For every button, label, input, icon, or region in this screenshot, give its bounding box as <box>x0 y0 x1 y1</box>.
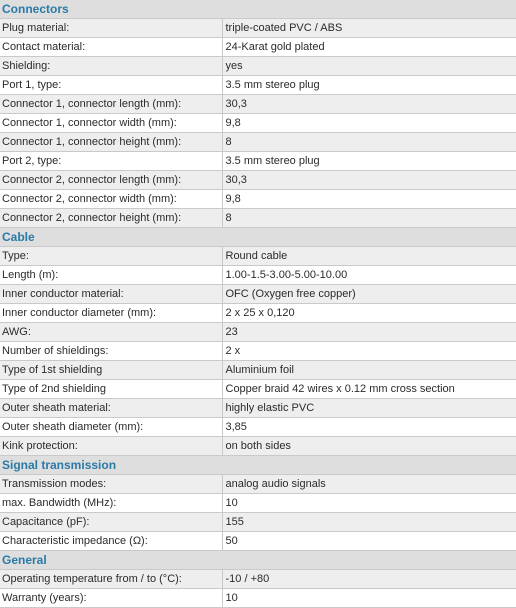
spec-label: Contact material: <box>0 38 222 57</box>
spec-value: 9,8 <box>222 114 516 133</box>
spec-row <box>0 190 516 209</box>
spec-label: Inner conductor material: <box>0 285 222 304</box>
spec-value: Round cable <box>222 247 516 266</box>
spec-row <box>0 437 516 456</box>
spec-row <box>0 475 516 494</box>
spec-row <box>0 494 516 513</box>
spec-label: Type of 1st shielding <box>0 361 222 380</box>
section-header <box>0 456 516 475</box>
spec-value: 8 <box>222 209 516 228</box>
spec-label: Type of 2nd shielding <box>0 380 222 399</box>
spec-label: Shielding: <box>0 57 222 76</box>
spec-value: OFC (Oxygen free copper) <box>222 285 516 304</box>
spec-row <box>0 95 516 114</box>
spec-label: Number of shieldings: <box>0 342 222 361</box>
spec-value: 8 <box>222 133 516 152</box>
spec-value: on both sides <box>222 437 516 456</box>
spec-row <box>0 304 516 323</box>
spec-label: Connector 1, connector height (mm): <box>0 133 222 152</box>
spec-value: 3.5 mm stereo plug <box>222 152 516 171</box>
spec-value: 1.00-1.5-3.00-5.00-10.00 <box>222 266 516 285</box>
spec-row <box>0 19 516 38</box>
spec-value: 3,85 <box>222 418 516 437</box>
spec-row <box>0 114 516 133</box>
spec-label: Connector 2, connector length (mm): <box>0 171 222 190</box>
spec-value: 3.5 mm stereo plug <box>222 76 516 95</box>
spec-label: Characteristic impedance (Ω): <box>0 532 222 551</box>
spec-row <box>0 361 516 380</box>
spec-value: 30,3 <box>222 171 516 190</box>
spec-value: 23 <box>222 323 516 342</box>
spec-label: Connector 1, connector length (mm): <box>0 95 222 114</box>
spec-row <box>0 399 516 418</box>
spec-label: Transmission modes: <box>0 475 222 494</box>
spec-row <box>0 570 516 589</box>
section-title: Connectors <box>0 0 516 19</box>
spec-row <box>0 532 516 551</box>
spec-row <box>0 266 516 285</box>
spec-row <box>0 589 516 608</box>
spec-label: Warranty (years): <box>0 589 222 608</box>
section-title: Signal transmission <box>0 456 516 475</box>
spec-value: highly elastic PVC <box>222 399 516 418</box>
spec-row <box>0 171 516 190</box>
spec-value: 2 x 25 x 0,120 <box>222 304 516 323</box>
spec-row <box>0 133 516 152</box>
spec-label: Operating temperature from / to (°C): <box>0 570 222 589</box>
spec-label: Plug material: <box>0 19 222 38</box>
spec-row <box>0 152 516 171</box>
spec-row <box>0 57 516 76</box>
spec-value: Aluminium foil <box>222 361 516 380</box>
spec-label: Type: <box>0 247 222 266</box>
section-header <box>0 551 516 570</box>
spec-label: Port 2, type: <box>0 152 222 171</box>
spec-row <box>0 342 516 361</box>
spec-row <box>0 380 516 399</box>
spec-value: 9,8 <box>222 190 516 209</box>
spec-label: Inner conductor diameter (mm): <box>0 304 222 323</box>
spec-value: 10 <box>222 589 516 608</box>
spec-value: 50 <box>222 532 516 551</box>
spec-label: Capacitance (pF): <box>0 513 222 532</box>
spec-value: 24-Karat gold plated <box>222 38 516 57</box>
spec-label: Connector 1, connector width (mm): <box>0 114 222 133</box>
spec-row <box>0 418 516 437</box>
section-header <box>0 0 516 19</box>
spec-value: analog audio signals <box>222 475 516 494</box>
section-header <box>0 228 516 247</box>
spec-value: 30,3 <box>222 95 516 114</box>
spec-value: triple-coated PVC / ABS <box>222 19 516 38</box>
spec-row <box>0 323 516 342</box>
spec-row <box>0 285 516 304</box>
spec-label: Kink protection: <box>0 437 222 456</box>
spec-label: Connector 2, connector height (mm): <box>0 209 222 228</box>
spec-label: Length (m): <box>0 266 222 285</box>
spec-row <box>0 247 516 266</box>
spec-value: 2 x <box>222 342 516 361</box>
spec-row <box>0 513 516 532</box>
spec-value: Copper braid 42 wires x 0.12 mm cross section <box>222 380 516 399</box>
spec-row <box>0 38 516 57</box>
spec-label: Outer sheath diameter (mm): <box>0 418 222 437</box>
spec-value: 10 <box>222 494 516 513</box>
spec-value: yes <box>222 57 516 76</box>
spec-row <box>0 209 516 228</box>
spec-label: Port 1, type: <box>0 76 222 95</box>
spec-label: Outer sheath material: <box>0 399 222 418</box>
section-title: Cable <box>0 228 516 247</box>
spec-row <box>0 76 516 95</box>
spec-value: 155 <box>222 513 516 532</box>
section-title: General <box>0 551 516 570</box>
spec-label: AWG: <box>0 323 222 342</box>
spec-value: -10 / +80 <box>222 570 516 589</box>
spec-label: Connector 2, connector width (mm): <box>0 190 222 209</box>
spec-label: max. Bandwidth (MHz): <box>0 494 222 513</box>
